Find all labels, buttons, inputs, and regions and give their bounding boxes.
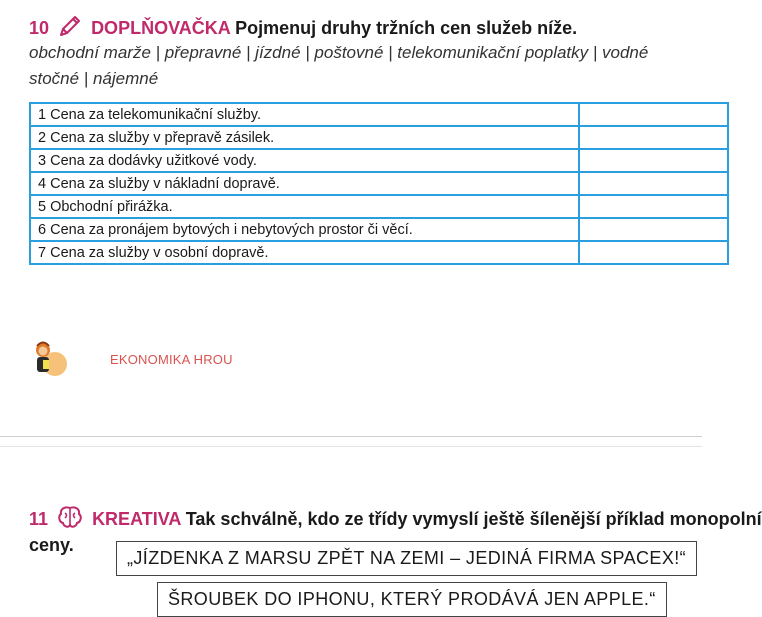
table-row (30, 149, 728, 172)
answer-cell[interactable] (579, 126, 728, 149)
exercise-number: 11 (29, 509, 49, 529)
exercise-10-header (29, 14, 577, 43)
exercise-category: DOPLŇOVAČKA (91, 18, 231, 38)
table-row (30, 241, 728, 264)
answer-cell[interactable] (579, 241, 728, 264)
exercise-number: 10 (29, 18, 50, 38)
table-row (30, 103, 728, 126)
table-row (30, 126, 728, 149)
mascot-icon (29, 336, 71, 378)
exercise-question-continuation: ceny. (29, 535, 74, 555)
word-bank-line: stočné | nájemné (29, 69, 159, 88)
answer-cell[interactable] (579, 172, 728, 195)
task-text: 6 Cena za pronájem bytových i nebytových prostor či věcí. (30, 218, 579, 241)
exercise-11-header (29, 505, 762, 534)
page-divider (0, 446, 702, 447)
brain-icon (57, 505, 83, 534)
brand-label: EKONOMIKA HROU (110, 352, 233, 367)
pencil-icon (58, 14, 82, 43)
table-row (30, 218, 728, 241)
answer-cell[interactable] (579, 195, 728, 218)
task-text: 2 Cena za služby v přepravě zásilek. (30, 126, 579, 149)
exercise-question: Pojmenuj druhy tržních cen služeb níže. (235, 18, 578, 38)
table-row (30, 195, 728, 218)
answer-cell[interactable] (579, 103, 728, 126)
exercise-category: KREATIVA (92, 509, 181, 529)
task-text: 1 Cena za telekomunikační služby. (30, 103, 579, 126)
example-quote-box: „JÍZDENKA Z MARSU ZPĚT NA ZEMI – JEDINÁ FIRMA SPACEX!“ (116, 541, 697, 576)
word-bank-line: obchodní marže | přepravné | jízdné | poštovné | telekomunikační poplatky | vodné (29, 43, 649, 62)
fill-in-table (29, 102, 729, 265)
exercise-question: Tak schválně, kdo ze třídy vymyslí ještě šílenější příklad monopolní (185, 509, 762, 529)
task-text: 7 Cena za služby v osobní dopravě. (30, 241, 579, 264)
task-text: 4 Cena za služby v nákladní dopravě. (30, 172, 579, 195)
page-divider (0, 436, 702, 437)
answer-cell[interactable] (579, 149, 728, 172)
task-text: 3 Cena za dodávky užitkové vody. (30, 149, 579, 172)
table-row (30, 172, 728, 195)
word-bank (29, 40, 729, 92)
answer-cell[interactable] (579, 218, 728, 241)
task-text: 5 Obchodní přirážka. (30, 195, 579, 218)
example-quote-box: ŠROUBEK DO IPHONU, KTERÝ PRODÁVÁ JEN APPLE.“ (157, 582, 667, 617)
